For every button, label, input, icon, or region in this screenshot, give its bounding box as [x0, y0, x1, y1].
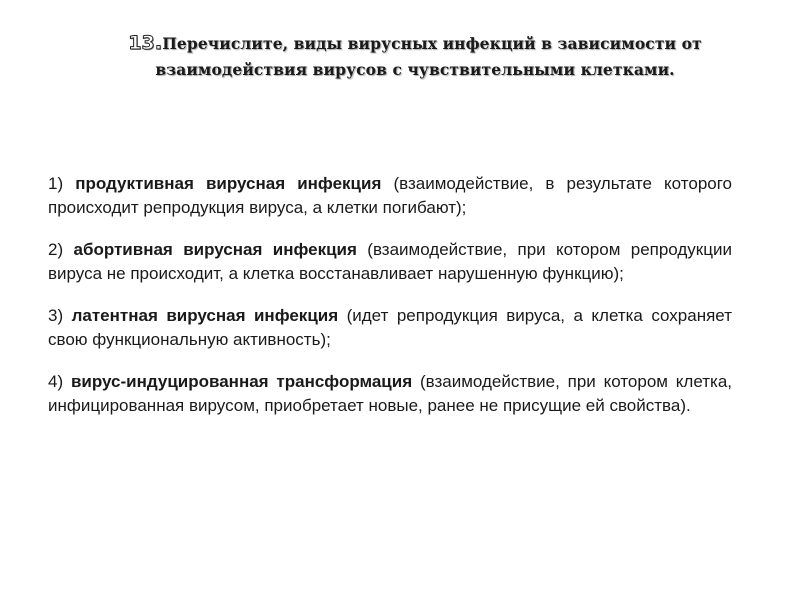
- item-term: абортивная вирусная инфекция: [73, 240, 357, 259]
- item-index: 3): [48, 306, 64, 325]
- list-item: [48, 238, 732, 286]
- question-title: [105, 30, 725, 83]
- answer-list: [48, 172, 732, 436]
- list-item: [48, 370, 732, 418]
- item-index: 4): [48, 372, 64, 391]
- list-item: [48, 172, 732, 220]
- item-description: (идет репродукция вируса, а клетка сохраняет свою функциональную активность);: [48, 306, 732, 349]
- item-index: 1): [48, 174, 64, 193]
- item-term: латентная вирусная инфекция: [71, 306, 339, 325]
- list-item: [48, 304, 732, 352]
- item-description: (взаимодействие, в результате которого происходит репродукция вируса, а клетки погибают);: [48, 174, 733, 217]
- item-term: вирус-индуцированная трансформация: [70, 372, 413, 391]
- item-description: (взаимодействие, при котором репродукции вируса не происходит, а клетка восстанавливает нарушенную функцию);: [48, 240, 732, 283]
- question-text: Перечислите, виды вирусных инфекций в зависимости от взаимодействия вирусов с чувствительными клетками.: [155, 34, 702, 79]
- item-description: (взаимодействие, при котором клетка, инфицированная вирусом, приобретает новые, ранее не присущие ей свойства).: [48, 372, 732, 415]
- item-term: продуктивная вирусная инфекция: [75, 174, 382, 193]
- item-index: 2): [48, 240, 64, 259]
- question-number: 13.: [128, 32, 163, 54]
